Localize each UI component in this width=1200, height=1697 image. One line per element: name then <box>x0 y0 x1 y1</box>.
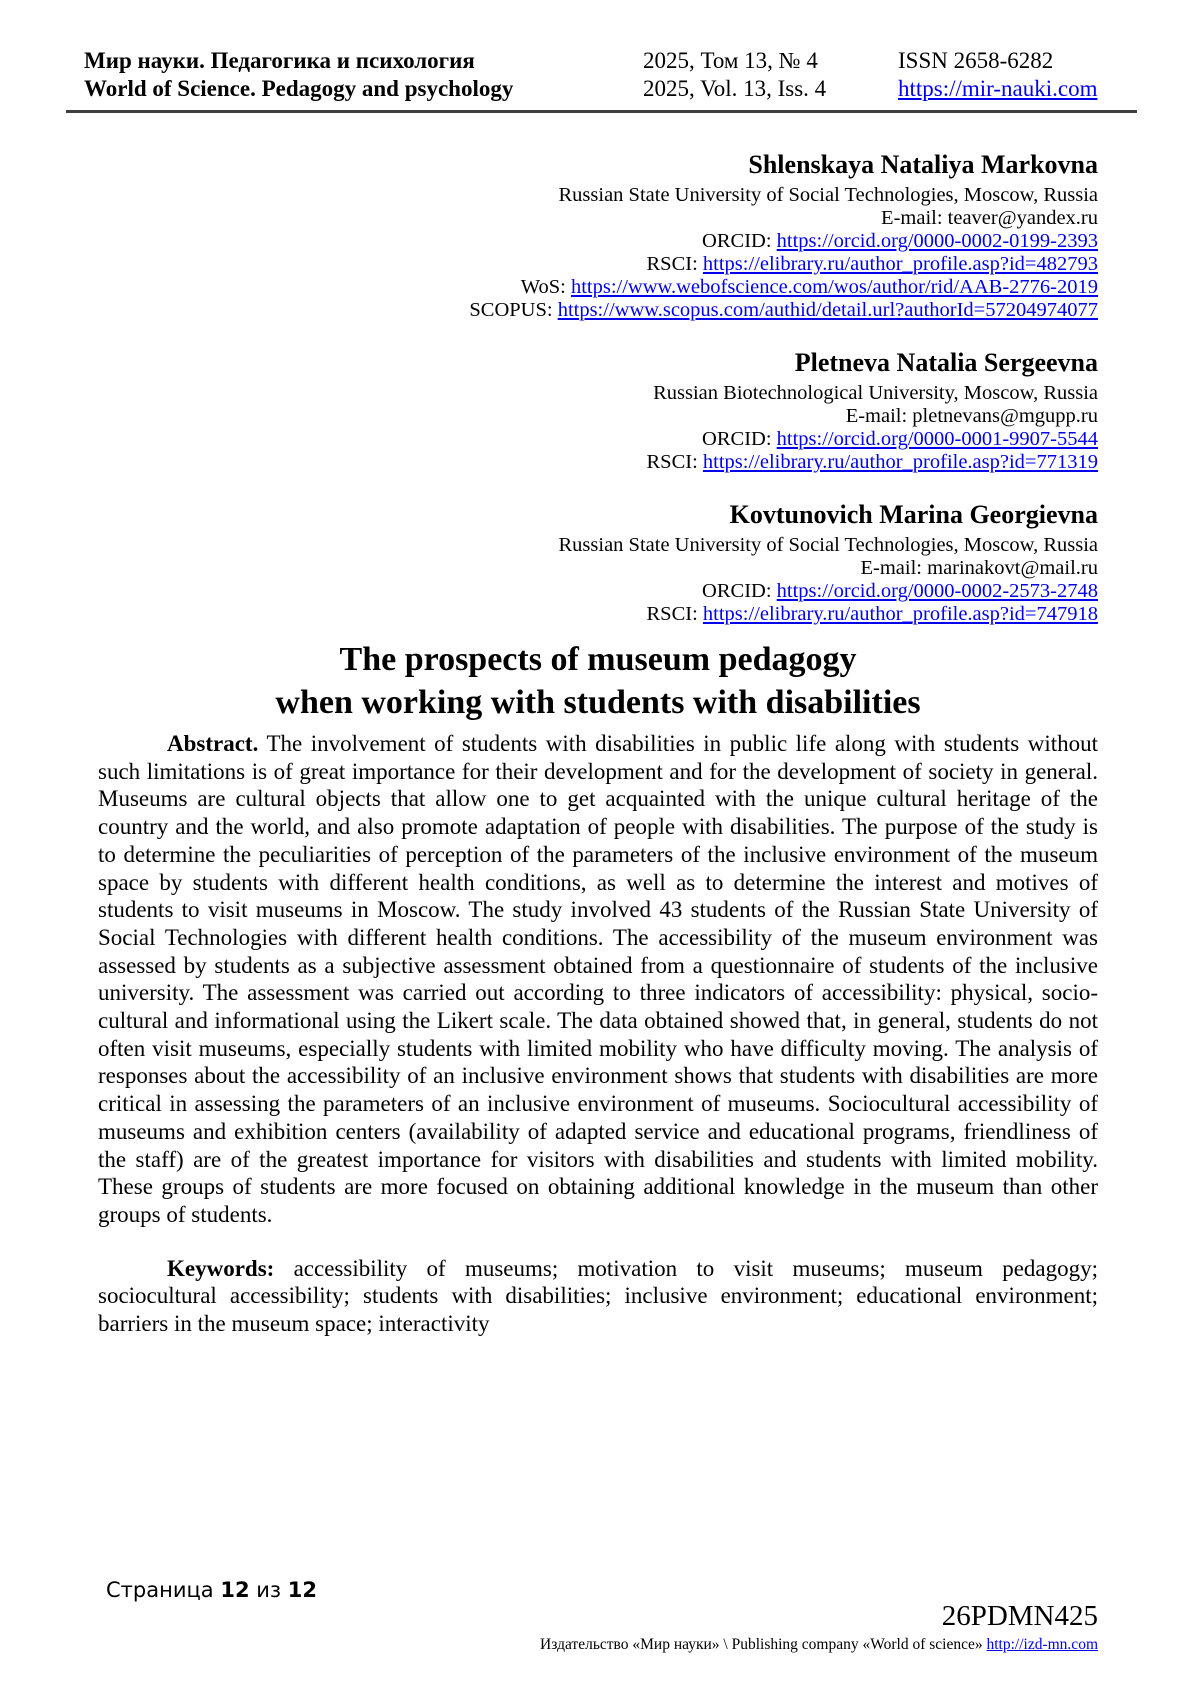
journal-site-link[interactable]: https://mir-nauki.com <box>898 76 1098 101</box>
abstract-paragraph <box>98 730 1098 1229</box>
author-email: E-mail: pletnevans@mgupp.ru <box>845 405 1098 427</box>
page-current: 12 <box>220 1578 250 1602</box>
abstract-label: Abstract. <box>167 731 259 756</box>
orcid-label: ORCID: <box>702 580 772 602</box>
header-divider <box>66 110 1137 113</box>
page-number <box>106 1578 317 1602</box>
keywords-label: Keywords: <box>167 1255 275 1281</box>
page-total: 12 <box>287 1578 317 1602</box>
author-rsci-line <box>98 603 1098 626</box>
article-title-line2: when working with students with disabilities <box>275 684 921 721</box>
issn-block <box>898 47 1098 103</box>
author-block-1 <box>98 150 1098 322</box>
rsci-label: RSCI: <box>646 451 698 473</box>
issue-info-en: 2025, Vol. 13, Iss. 4 <box>643 76 827 101</box>
orcid-link[interactable]: https://orcid.org/0000-0001-9907-5544 <box>776 428 1098 450</box>
page-of-label: из <box>256 1578 282 1602</box>
rsci-link[interactable]: https://elibrary.ru/author_profile.asp?id=747918 <box>702 603 1098 625</box>
orcid-label: ORCID: <box>702 230 772 252</box>
author-affiliation: Russian State University of Social Technologies, Moscow, Russia <box>558 534 1098 556</box>
author-affiliation: Russian State University of Social Technologies, Moscow, Russia <box>558 184 1098 206</box>
wos-link[interactable]: https://www.webofscience.com/wos/author/rid/AAB-2776-2019 <box>570 276 1098 298</box>
publisher-line <box>98 1636 1098 1654</box>
author-scopus-line <box>98 299 1098 322</box>
author-email: E-mail: marinakovt@mail.ru <box>860 557 1098 579</box>
author-name: Pletneva Natalia Sergeevna <box>794 348 1098 377</box>
author-rsci-line <box>98 253 1098 276</box>
orcid-link[interactable]: https://orcid.org/0000-0002-0199-2393 <box>776 230 1098 252</box>
rsci-label: RSCI: <box>646 603 698 625</box>
author-name: Shlenskaya Nataliya Markovna <box>748 150 1098 179</box>
author-block-2 <box>98 348 1098 474</box>
author-affiliation: Russian Biotechnological University, Moscow, Russia <box>653 382 1098 404</box>
issn-number: ISSN 2658-6282 <box>898 48 1054 73</box>
author-orcid-line <box>98 230 1098 253</box>
author-rsci-line <box>98 451 1098 474</box>
abstract-text: The involvement of students with disabilities in public life along with students without such limitations is of great importance for their development and for the development of society in general. Museums are cultural objects that allow one to get acquainted with the unique cultural heritage of the country and the world, and also promote adaptation of people with disabilities. The purpose of the study is to determine the peculiarities of perception of the parameters of the inclusive environment of the museum space by students with different health conditions, as well as to determine the interest and motives of students to visit museums in Moscow. The study involved 43 students of the Russian State University of Social Technologies with different health conditions. The accessibility of the museum environment was assessed by students as a subjective assessment obtained from a questionnaire of students of the inclusive university. The assessment was carried out according to three indicators of accessibility: physical, socio-cultural and informational using the Likert scale. The data obtained showed that, in general, students do not often visit museums, especially students with limited mobility who have difficulty moving. The analysis of responses about the accessibility of an inclusive environment shows that students with disabilities are more critical in assessing the parameters of an inclusive environment of museums. Sociocultural accessibility of museums and exhibition centers (availability of adapted service and educational programs, friendliness of the staff) are of the greatest importance for visitors with disabilities and students with limited mobility. These groups of students are more focused on obtaining additional knowledge in the museum than other groups of students. <box>98 731 1098 1227</box>
scopus-label: SCOPUS: <box>469 299 553 321</box>
scopus-link[interactable]: https://www.scopus.com/authid/detail.url?authorId=57204974077 <box>557 299 1098 321</box>
issue-info <box>643 47 826 103</box>
author-wos-line <box>98 276 1098 299</box>
article-code: 26PDMN425 <box>941 1600 1098 1632</box>
author-email: E-mail: teaver@yandex.ru <box>881 207 1098 229</box>
orcid-link[interactable]: https://orcid.org/0000-0002-2573-2748 <box>776 580 1098 602</box>
orcid-label: ORCID: <box>702 428 772 450</box>
keywords-paragraph <box>98 1255 1098 1338</box>
publisher-link[interactable]: http://izd-mn.com <box>986 1636 1098 1653</box>
wos-label: WoS: <box>520 276 566 298</box>
publisher-text: Издательство «Мир науки» \ Publishing company «World of science» <box>540 1636 983 1653</box>
journal-title-ru: Мир науки. Педагогика и психология <box>84 48 475 73</box>
rsci-link[interactable]: https://elibrary.ru/author_profile.asp?id=771319 <box>702 451 1098 473</box>
rsci-label: RSCI: <box>646 253 698 275</box>
rsci-link[interactable]: https://elibrary.ru/author_profile.asp?id=482793 <box>702 253 1098 275</box>
page-label: Страница <box>106 1578 214 1602</box>
journal-titles <box>84 47 513 103</box>
issue-info-ru: 2025, Том 13, № 4 <box>643 48 818 73</box>
article-body <box>98 730 1098 1338</box>
author-orcid-line <box>98 580 1098 603</box>
article-title <box>98 638 1098 724</box>
keywords-text: accessibility of museums; motivation to visit museums; museum pedagogy; sociocultural accessibility; students with disabilities; inclusive environment; educational environment; barriers in the museum space; interactivity <box>98 1255 1098 1337</box>
journal-title-en: World of Science. Pedagogy and psychology <box>84 76 514 101</box>
author-block-3 <box>98 500 1098 626</box>
article-title-line1: The prospects of museum pedagogy <box>339 641 857 678</box>
authors-section <box>98 150 1098 626</box>
author-orcid-line <box>98 428 1098 451</box>
author-name: Kovtunovich Marina Georgievna <box>729 500 1098 529</box>
